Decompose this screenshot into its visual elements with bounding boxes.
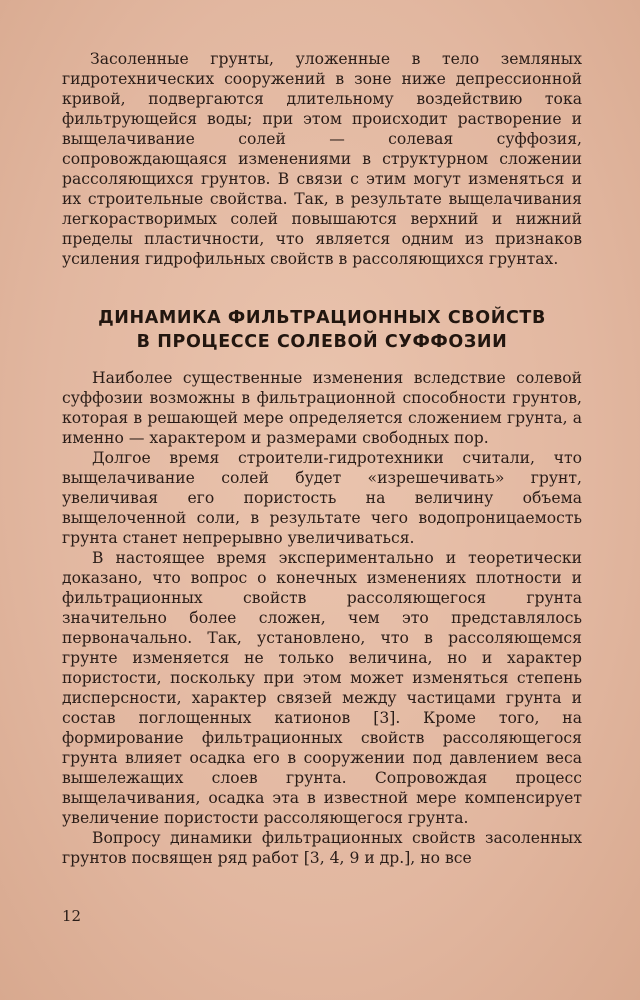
intro-text: [62, 49, 582, 269]
paragraph: В настоящее время экспериментально и теоретически доказано, что вопрос о конечных изменениях плотности и фильтрационных свойств рассоляющегося грунта значительно более сложен, чем это представлялось первоначально. Так, установлено, что в рассоляющемся грунте изменяется не только величина, но и характер пористости, поскольку при этом может изменяться степень дисперсности, характер связей между частицами грунта и состав поглощенных катионов [3]. Кроме того, на формирование фильтрационных свойств рассоляющегося грунта влияет осадка его в сооружении под давлением веса вышележащих слоев грунта. Сопровождая процесс выщелачивания, осадка эта в известной мере компенсирует увеличение пористости рассоляющегося грунта.: [62, 549, 582, 827]
paragraph-intro: Засоленные грунты, уложенные в тело земляных гидротехнических сооружений в зоне ниже депрессионной кривой, подвергаются длительному воздействию тока фильтрующейся воды; при этом происходит растворение и выщелачивание солей — солевая суффозия, сопровождающаяся изменениями в структурном сложении рассоляющихся грунтов. В связи с этим могут изменяться и их строительные свойства. Так, в результате выщелачивания легкорастворимых солей повышаются верхний и нижний пределы пластичности, что является одним из признаков усиления гидрофильных свойств в рассоляющихся грунтах.: [62, 50, 582, 268]
page-number: 12: [62, 907, 82, 925]
paragraph: Наиболее существенные изменения вследствие солевой суффозии возможны в фильтрационной способности грунтов, которая в решающей мере определяется сложением грунта, а именно — характером и размерами свободных пор.: [62, 369, 582, 447]
section-body: [62, 368, 582, 868]
paragraph: Вопросу динамики фильтрационных свойств засоленных грунтов посвящен ряд работ [3, 4, 9 и др.], но все: [62, 829, 582, 867]
section-heading-line-2: В ПРОЦЕССЕ СОЛЕВОЙ СУФФОЗИИ: [136, 332, 508, 352]
paragraph: Долгое время строители-гидротехники считали, что выщелачивание солей будет «изрешечивать» грунт, увеличивая его пористость на величину объема выщелоченной соли, в результате чего водопроницаемость грунта станет непрерывно увеличиваться.: [62, 449, 582, 547]
section-heading-line-1: ДИНАМИКА ФИЛЬТРАЦИОННЫХ СВОЙСТВ: [98, 308, 546, 328]
section-heading: [62, 306, 582, 354]
